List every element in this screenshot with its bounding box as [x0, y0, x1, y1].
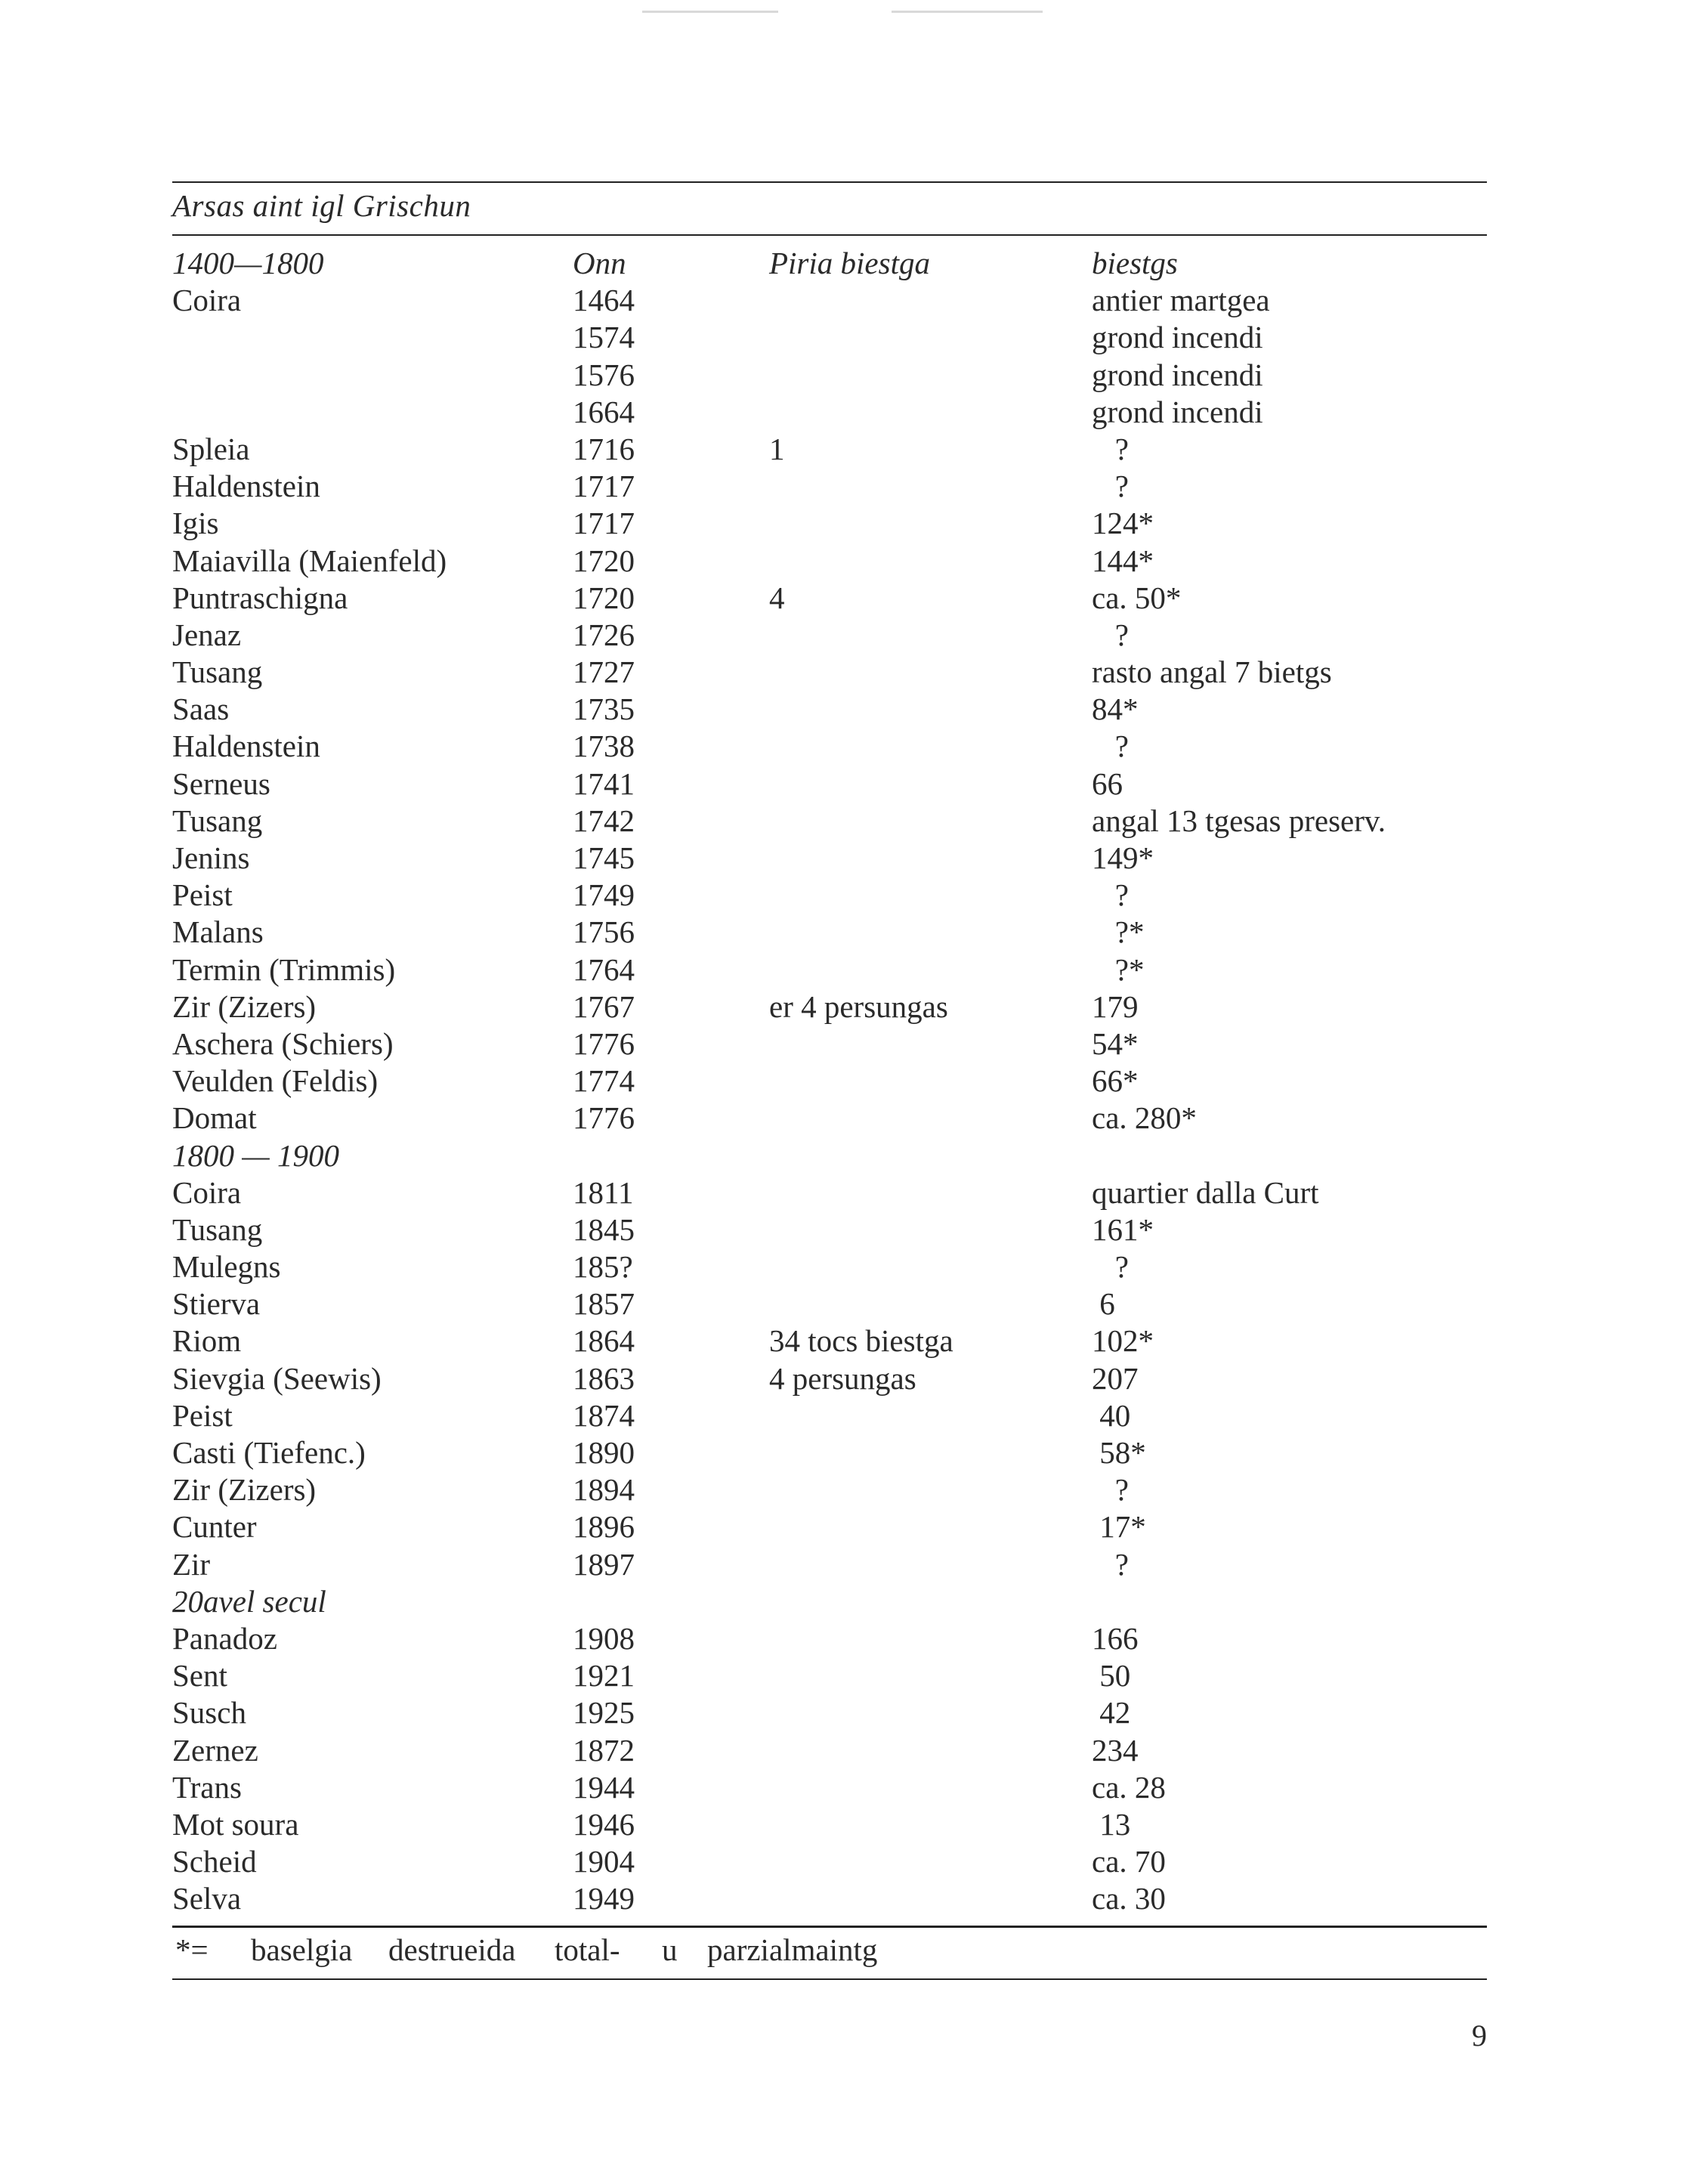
table-row: [172, 468, 1487, 505]
place-cell: Panadoz: [172, 1620, 277, 1656]
year-cell: 1741: [573, 766, 635, 801]
table-header-row: [172, 245, 1487, 282]
year-cell: 1767: [573, 988, 635, 1024]
year-cell: 1664: [573, 394, 635, 429]
place-cell: Sievgia (Seewis): [172, 1360, 382, 1396]
houses-cell: 102*: [1092, 1323, 1154, 1359]
year-cell: 1908: [573, 1620, 635, 1656]
place-cell: Coira: [172, 283, 242, 318]
footnote-word: destrueida: [388, 1932, 516, 1967]
houses-cell: 66*: [1092, 1063, 1139, 1099]
year-cell: 1896: [573, 1509, 635, 1545]
place-cell: Veulden (Feldis): [172, 1063, 379, 1099]
place-cell: Saas: [172, 691, 230, 727]
year-cell: 1717: [573, 506, 635, 541]
table-row: [172, 543, 1487, 580]
houses-cell: 179: [1092, 988, 1139, 1024]
year-cell: 1720: [573, 543, 635, 578]
header-victims: Piria biestga: [769, 246, 930, 280]
place-cell: Peist: [172, 877, 233, 913]
houses-cell: 17*: [1092, 1509, 1146, 1545]
houses-cell: ?: [1092, 431, 1129, 466]
footnote-symbol: *=: [175, 1932, 209, 1967]
houses-cell: ?*: [1092, 951, 1145, 987]
year-cell: 1574: [573, 320, 635, 355]
table-row: [172, 1248, 1487, 1285]
year-cell: 1726: [573, 617, 635, 652]
table-row: [172, 1174, 1487, 1211]
header-houses: biestgs: [1092, 246, 1178, 280]
table-row: [172, 728, 1487, 765]
year-cell: 1872: [573, 1732, 635, 1768]
place-cell: Mulegns: [172, 1249, 281, 1285]
table-row: [172, 1360, 1487, 1397]
place-cell: Tusang: [172, 1211, 263, 1247]
table-bottom-rule: [172, 1978, 1487, 1980]
place-cell: Spleia: [172, 431, 250, 466]
houses-cell: grond incendi: [1092, 357, 1263, 392]
page-number: 9: [1472, 2018, 1487, 2053]
houses-cell: 58*: [1092, 1435, 1146, 1470]
houses-cell: ?: [1092, 1472, 1129, 1508]
year-cell: 1811: [573, 1174, 634, 1210]
table-row: [172, 580, 1487, 617]
footnote-word: u: [662, 1932, 678, 1967]
footnote-top-rule: [172, 1926, 1487, 1928]
place-cell: Mot soura: [172, 1806, 299, 1842]
table-row: [172, 1546, 1487, 1583]
table-row: [172, 914, 1487, 951]
place-cell: Zir: [172, 1546, 211, 1582]
place-cell: Stierva: [172, 1286, 261, 1322]
table-title: Arsas aint igl Grischun: [172, 188, 471, 223]
place-cell: Selva: [172, 1881, 242, 1916]
table-row: [172, 803, 1487, 840]
year-cell: 1863: [573, 1360, 635, 1396]
year-cell: 1857: [573, 1286, 635, 1322]
year-cell: 1742: [573, 803, 635, 838]
place-cell: Serneus: [172, 766, 270, 801]
year-cell: 1874: [573, 1397, 635, 1433]
place-cell: Aschera (Schiers): [172, 1025, 394, 1061]
houses-cell: ca. 30: [1092, 1881, 1166, 1916]
houses-cell: 124*: [1092, 506, 1154, 541]
header-year: Onn: [573, 246, 626, 280]
table-row: [172, 617, 1487, 654]
houses-cell: 54*: [1092, 1025, 1139, 1061]
houses-cell: 161*: [1092, 1211, 1154, 1247]
table-row: [172, 357, 1487, 394]
houses-cell: ca. 50*: [1092, 580, 1182, 615]
place-cell: Zir (Zizers): [172, 988, 317, 1024]
table-row: [172, 394, 1487, 431]
place-cell: Coira: [172, 1174, 242, 1210]
year-cell: 1776: [573, 1100, 635, 1136]
houses-cell: ca. 70: [1092, 1844, 1166, 1879]
table-row: [172, 1211, 1487, 1248]
table-row: [172, 431, 1487, 468]
place-cell: Riom: [172, 1323, 242, 1359]
houses-cell: ca. 280*: [1092, 1100, 1197, 1136]
year-cell: 1946: [573, 1806, 635, 1842]
houses-cell: 50: [1092, 1658, 1131, 1694]
table-row: [172, 319, 1487, 356]
table-row: [172, 654, 1487, 691]
houses-cell: ?: [1092, 617, 1129, 652]
table-top-rule: [172, 181, 1487, 183]
year-cell: 1716: [573, 431, 635, 466]
year-cell: 1745: [573, 840, 635, 875]
place-cell: Tusang: [172, 654, 263, 690]
houses-cell: ?: [1092, 877, 1129, 913]
victims-cell: 4: [769, 580, 785, 615]
year-cell: 1464: [573, 283, 635, 318]
year-cell: 1897: [573, 1546, 635, 1582]
year-cell: 1749: [573, 877, 635, 913]
victims-cell: er 4 persungas: [769, 988, 948, 1024]
section-label-row: [172, 1583, 1487, 1620]
footnote-word: total-: [555, 1932, 620, 1967]
table-row: [172, 1322, 1487, 1360]
table-row: [172, 691, 1487, 728]
place-cell: Jenaz: [172, 617, 242, 652]
footnote-word: parzialmaintg: [707, 1932, 878, 1967]
table-row: [172, 1434, 1487, 1471]
victims-cell: 4 persungas: [769, 1360, 916, 1396]
place-cell: Sent: [172, 1658, 227, 1694]
place-cell: Puntraschigna: [172, 580, 348, 615]
houses-cell: 6: [1092, 1286, 1115, 1322]
houses-cell: 144*: [1092, 543, 1154, 578]
houses-cell: grond incendi: [1092, 394, 1263, 429]
place-cell: Jenins: [172, 840, 250, 875]
table-row: [172, 1471, 1487, 1508]
year-cell: 1756: [573, 914, 635, 950]
houses-cell: 84*: [1092, 691, 1139, 727]
place-cell: Casti (Tiefenc.): [172, 1435, 366, 1470]
houses-cell: grond incendi: [1092, 320, 1263, 355]
place-cell: Malans: [172, 914, 264, 950]
title-bottom-rule: [172, 234, 1487, 236]
place-cell: Peist: [172, 1397, 233, 1433]
houses-cell: antier martgea: [1092, 283, 1270, 318]
table-row: [172, 1397, 1487, 1434]
place-cell: Scheid: [172, 1844, 257, 1879]
place-cell: Domat: [172, 1100, 257, 1136]
table-row: [172, 988, 1487, 1025]
header-period: 1400—1800: [172, 246, 324, 280]
scan-artifact: [892, 11, 1043, 13]
place-cell: Zir (Zizers): [172, 1472, 317, 1508]
year-cell: 1764: [573, 951, 635, 987]
year-cell: 1894: [573, 1472, 635, 1508]
table-row: [172, 1657, 1487, 1694]
table-row: [172, 1508, 1487, 1545]
houses-cell: ?: [1092, 469, 1129, 504]
table-row: [172, 766, 1487, 803]
table-row: [172, 1769, 1487, 1806]
year-cell: 1864: [573, 1323, 635, 1359]
year-cell: 1576: [573, 357, 635, 392]
place-cell: Zernez: [172, 1732, 258, 1768]
year-cell: 1776: [573, 1025, 635, 1061]
table-row: [172, 1732, 1487, 1769]
houses-cell: 42: [1092, 1695, 1131, 1731]
year-cell: 1949: [573, 1881, 635, 1916]
table-row: [172, 505, 1487, 542]
footnote: [172, 1929, 1487, 1971]
table-row: [172, 1285, 1487, 1322]
section-label: 1800 — 1900: [172, 1137, 339, 1173]
year-cell: 1890: [573, 1435, 635, 1470]
table-row: [172, 1880, 1487, 1917]
year-cell: 1727: [573, 654, 635, 690]
year-cell: 1845: [573, 1211, 635, 1247]
year-cell: 1738: [573, 729, 635, 764]
year-cell: 1717: [573, 469, 635, 504]
place-cell: Igis: [172, 506, 219, 541]
houses-cell: 166: [1092, 1620, 1139, 1656]
section-label: 20avel secul: [172, 1583, 326, 1619]
houses-cell: 234: [1092, 1732, 1139, 1768]
year-cell: 1774: [573, 1063, 635, 1099]
scan-artifact: [642, 11, 778, 13]
table-row: [172, 877, 1487, 914]
table-row: [172, 1025, 1487, 1063]
footnote-word: baselgia: [251, 1932, 353, 1967]
houses-cell: angal 13 tgesas preserv.: [1092, 803, 1386, 838]
houses-cell: ?: [1092, 1546, 1129, 1582]
place-cell: Tusang: [172, 803, 263, 838]
houses-cell: ?: [1092, 1249, 1129, 1285]
fire-table: [172, 245, 1487, 1917]
houses-cell: rasto angal 7 bietgs: [1092, 654, 1332, 690]
year-cell: 1720: [573, 580, 635, 615]
table-row: [172, 1100, 1487, 1137]
table-row: [172, 840, 1487, 877]
table-row: [172, 1620, 1487, 1657]
table-row: [172, 282, 1487, 319]
houses-cell: 66: [1092, 766, 1123, 801]
houses-cell: 149*: [1092, 840, 1154, 875]
houses-cell: quartier dalla Curt: [1092, 1174, 1319, 1210]
year-cell: 1904: [573, 1844, 635, 1879]
houses-cell: ?*: [1092, 914, 1145, 950]
year-cell: 1921: [573, 1658, 635, 1694]
place-cell: Maiavilla (Maienfeld): [172, 543, 447, 578]
houses-cell: 13: [1092, 1806, 1131, 1842]
houses-cell: 40: [1092, 1397, 1131, 1433]
victims-cell: 34 tocs biestga: [769, 1323, 953, 1359]
houses-cell: ?: [1092, 729, 1129, 764]
victims-cell: 1: [769, 431, 785, 466]
place-cell: Susch: [172, 1695, 246, 1731]
year-cell: 1925: [573, 1695, 635, 1731]
year-cell: 185?: [573, 1249, 633, 1285]
place-cell: Cunter: [172, 1509, 257, 1545]
year-cell: 1735: [573, 691, 635, 727]
houses-cell: ca. 28: [1092, 1769, 1166, 1805]
table-row: [172, 1063, 1487, 1100]
place-cell: Termin (Trimmis): [172, 951, 396, 987]
section-label-row: [172, 1137, 1487, 1174]
table-row: [172, 1843, 1487, 1880]
place-cell: Trans: [172, 1769, 242, 1805]
place-cell: Haldenstein: [172, 729, 320, 764]
place-cell: Haldenstein: [172, 469, 320, 504]
table-row: [172, 951, 1487, 988]
table-row: [172, 1694, 1487, 1731]
year-cell: 1944: [573, 1769, 635, 1805]
houses-cell: 207: [1092, 1360, 1139, 1396]
table-row: [172, 1806, 1487, 1843]
